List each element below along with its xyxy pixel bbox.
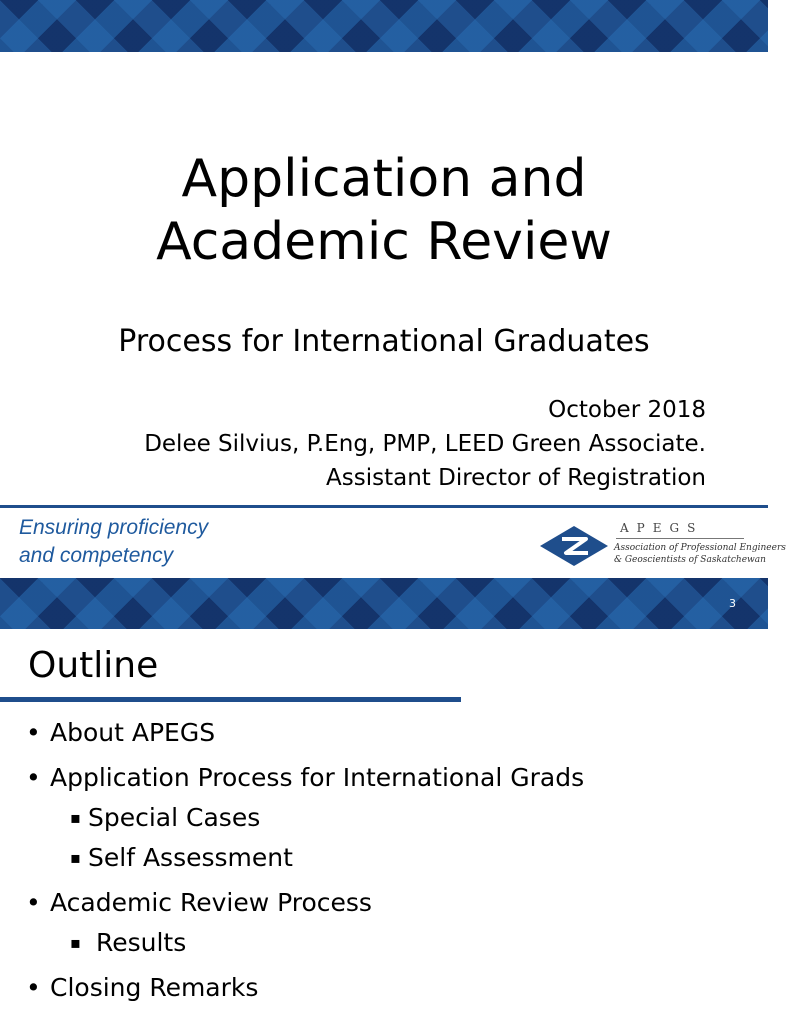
tagline-line-2: and competency: [19, 544, 174, 567]
square-bullet-icon: ▪: [70, 933, 81, 952]
logo-name-line-1: Association of Professional Engineers: [614, 543, 786, 553]
list-item-text: Special Cases: [88, 803, 261, 832]
slide-title-line-2: Academic Review: [156, 212, 612, 272]
list-item: [26, 888, 372, 917]
apegs-logo: [536, 520, 786, 572]
list-item-text: About APEGS: [50, 718, 216, 747]
decorative-footer-band: [0, 578, 768, 629]
list-item: [26, 718, 215, 747]
decorative-header-band: [0, 0, 768, 52]
outline-slide: [0, 629, 768, 1024]
list-item-text: Academic Review Process: [50, 888, 372, 917]
bullet-icon: •: [26, 973, 41, 1002]
apegs-diamond-icon: [536, 520, 612, 572]
outline-title: Outline: [28, 645, 159, 686]
slide-subtitle: Process for International Graduates: [118, 324, 650, 359]
tagline: [19, 514, 208, 570]
presenter-name: Delee Silvius, P.Eng, PMP, LEED Green Associate.: [144, 431, 706, 457]
list-item: [26, 973, 258, 1002]
page-number: 3: [729, 597, 736, 610]
presenter-info: [144, 393, 706, 495]
list-item: [70, 928, 186, 957]
logo-divider: [616, 538, 744, 539]
logo-name-line-2: & Geoscientists of Saskatchewan: [614, 555, 766, 565]
square-bullet-icon: ▪: [70, 848, 81, 867]
logo-name: [614, 542, 786, 566]
presenter-role: Assistant Director of Registration: [326, 465, 706, 491]
list-item-text: Application Process for International Grads: [50, 763, 585, 792]
slide-title-line-1: Application and: [181, 149, 587, 209]
list-item: [70, 843, 293, 872]
list-item: [70, 803, 260, 832]
tagline-line-1: Ensuring proficiency: [19, 516, 209, 539]
list-item-text: Self Assessment: [88, 843, 293, 872]
slide-title: [0, 148, 768, 274]
square-bullet-icon: ▪: [70, 808, 81, 827]
list-item-text: Closing Remarks: [50, 973, 259, 1002]
bullet-icon: •: [26, 718, 41, 747]
outline-title-underline: [0, 697, 461, 702]
logo-acronym: APEGS: [620, 521, 704, 535]
list-item: [26, 763, 584, 792]
list-item-text: Results: [88, 928, 187, 957]
presentation-date: October 2018: [548, 397, 706, 423]
bullet-icon: •: [26, 888, 41, 917]
bullet-icon: •: [26, 763, 41, 792]
